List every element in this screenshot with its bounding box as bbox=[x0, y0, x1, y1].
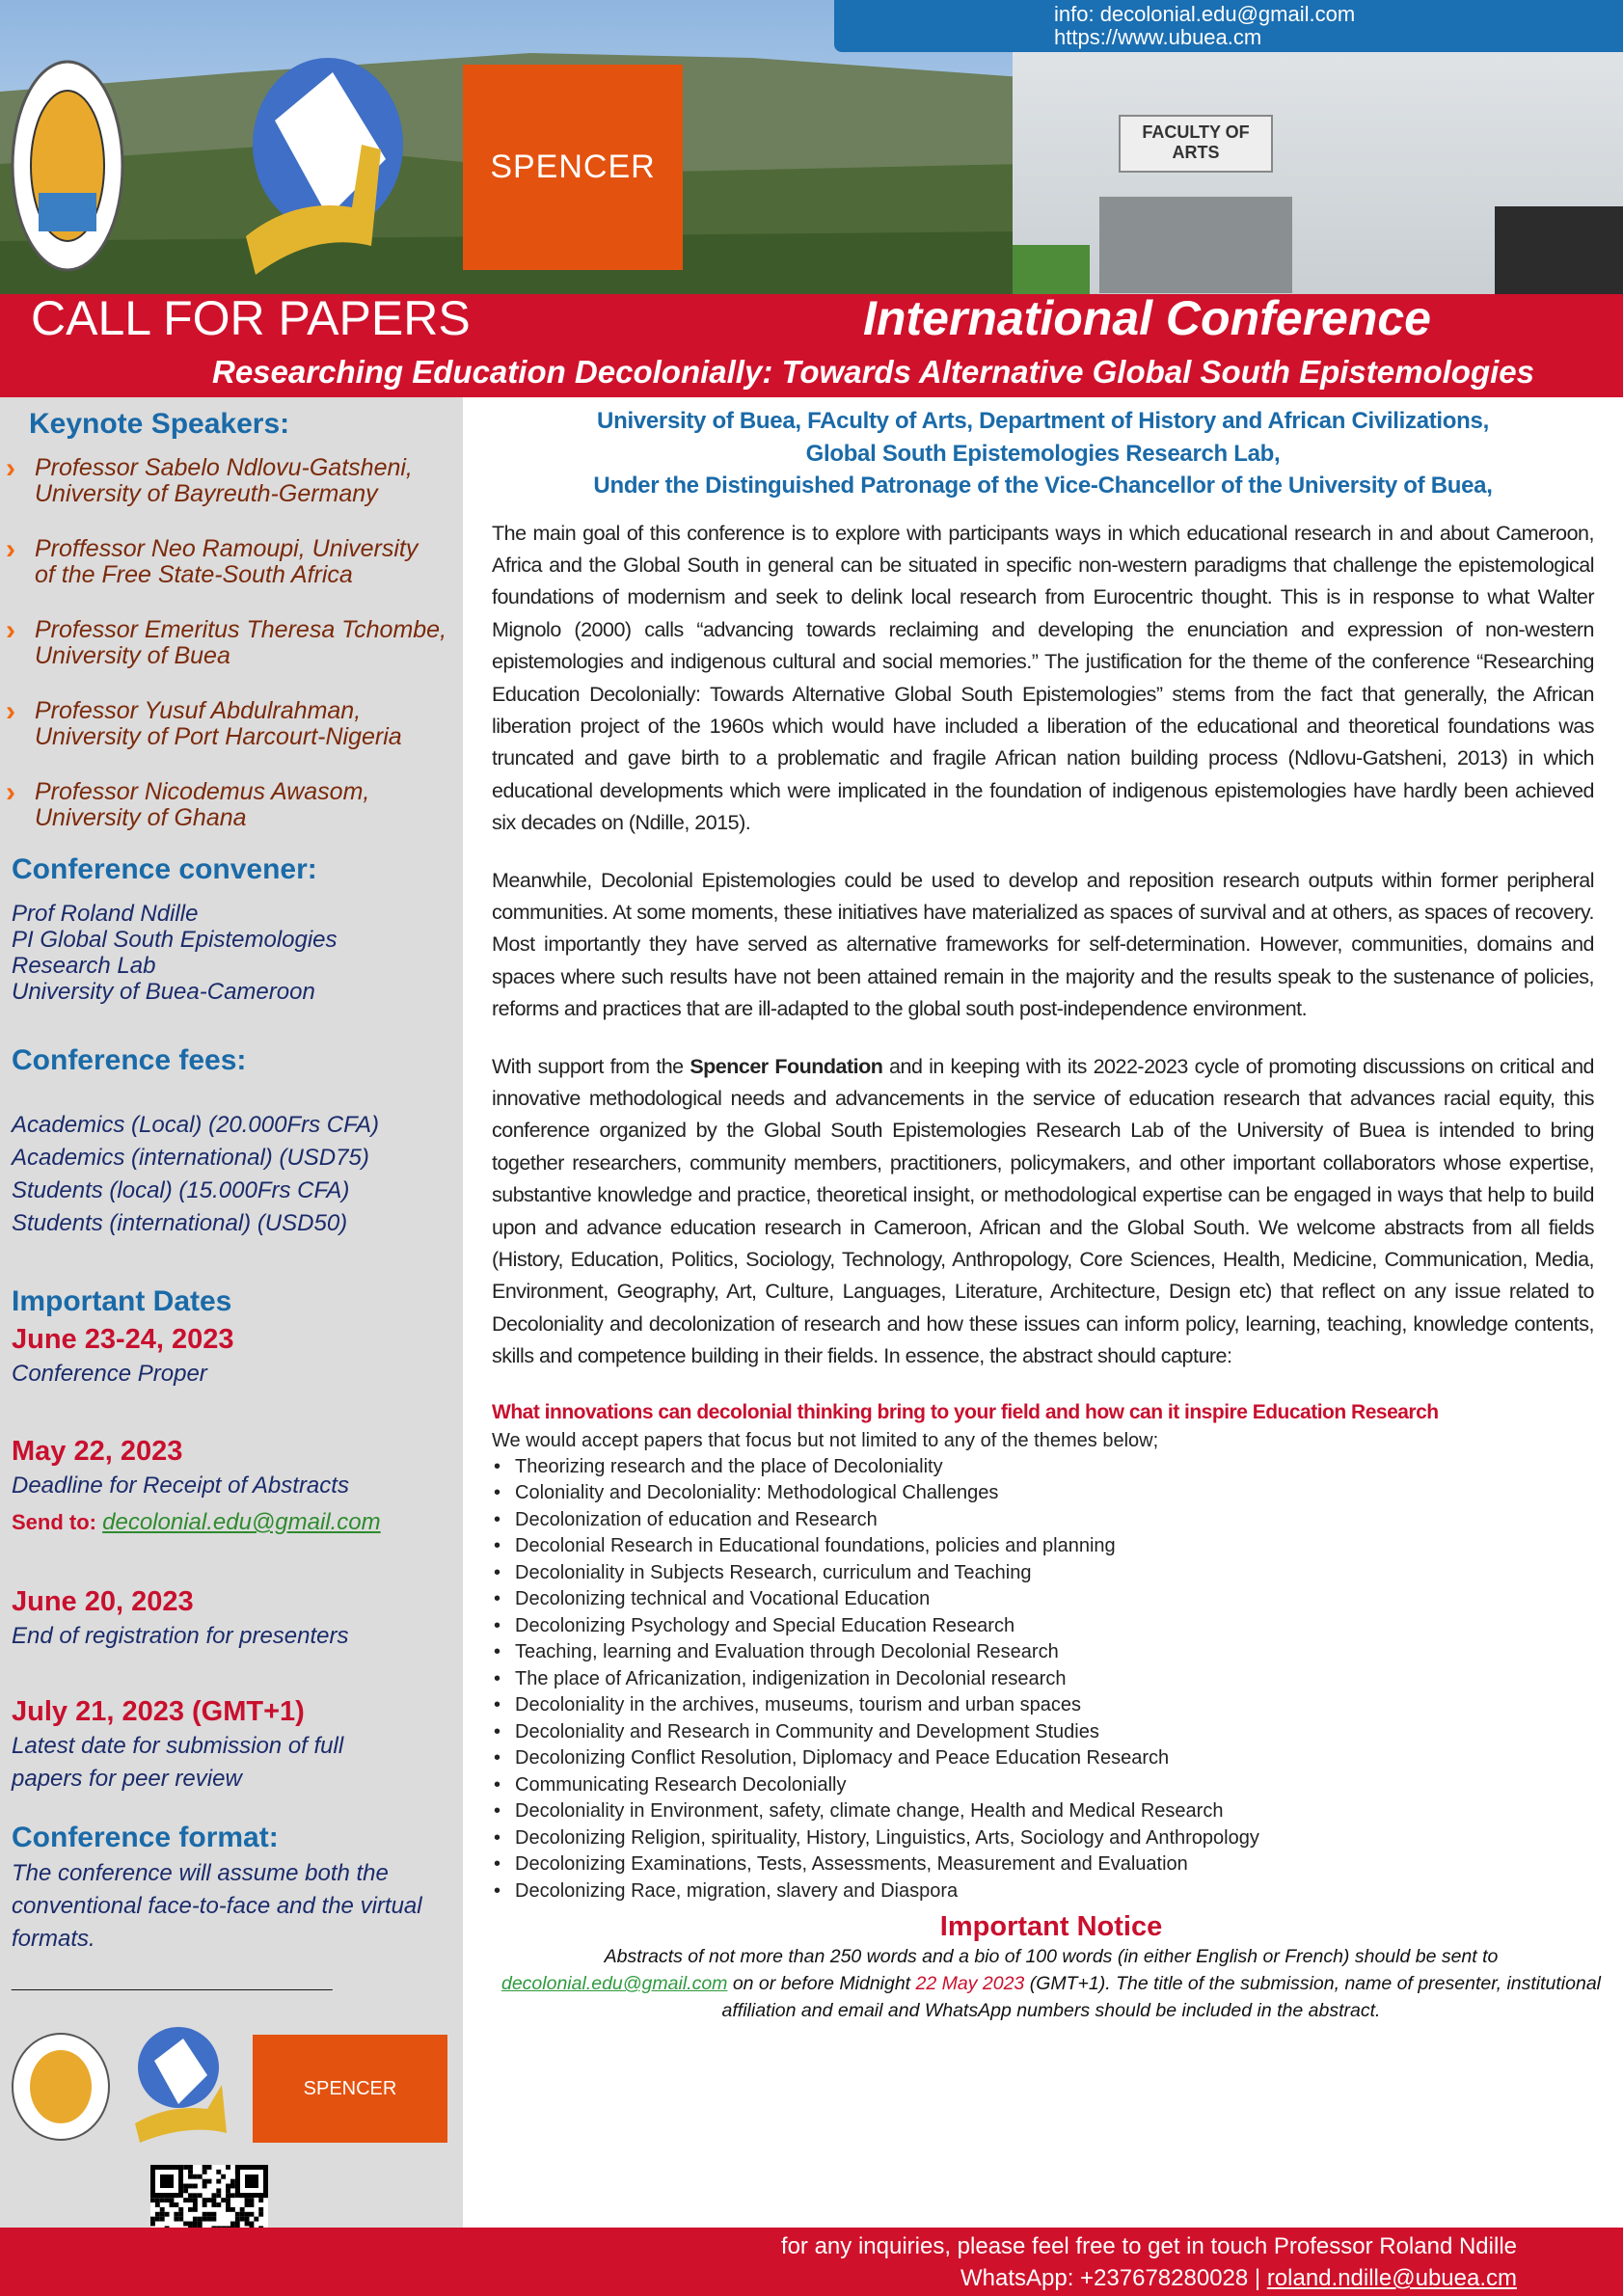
send-to-email-link[interactable]: decolonial.edu@gmail.com bbox=[102, 1509, 381, 1535]
main-content bbox=[492, 405, 1602, 2024]
chevron-right-icon: › bbox=[6, 452, 15, 484]
send-to: Send to: decolonial.edu@gmail.com bbox=[12, 1509, 381, 1535]
speaker-item: › Professor Yusuf Abdulrahman, University of Port Harcourt-Nigeria bbox=[6, 695, 402, 750]
theme-item: • Theorizing research and the place of Decoloniality bbox=[492, 1454, 1594, 1481]
chevron-right-icon: › bbox=[6, 614, 15, 646]
theme-item: • Decolonizing Race, migration, slavery and Diaspora bbox=[492, 1878, 1594, 1905]
chevron-right-icon: › bbox=[6, 776, 15, 808]
theme-item: • The place of Africanization, indigenization in Decolonial research bbox=[492, 1666, 1594, 1693]
divider: _______________________ bbox=[12, 1964, 333, 1993]
format-text: The conference will assume both the conventional face-to-face and the virtual formats. bbox=[12, 1860, 422, 1952]
spencer-logo-small: SPENCER bbox=[253, 2035, 447, 2143]
accept-line: We would accept papers that focus but not limited to any of the themes below; bbox=[492, 1429, 1159, 1451]
date-desc: Deadline for Receipt of Abstracts bbox=[12, 1472, 349, 1499]
theme-item: • Decoloniality and Research in Community and Development Studies bbox=[492, 1719, 1594, 1746]
date-full-papers: July 21, 2023 (GMT+1) bbox=[12, 1696, 305, 1727]
convener-heading: Conference convener: bbox=[12, 853, 317, 885]
notice-email-link[interactable]: decolonial.edu@gmail.com bbox=[500, 1973, 728, 1995]
sidebar bbox=[0, 397, 463, 2228]
paragraph-epistemologies: Meanwhile, Decolonial Epistemologies could be used to develop and reposition research outputs within former peripheral communities. At some moments, these initiatives have materialized as spaces of survival and at others, as spaces of recovery. Most importantly they have served as alternative frameworks for self-determination. However, communities, domains and spaces where such results have not been attained remain in the majority and the results speak to the sustenance of policies, reforms and practices that are ill-adapted to the global south post-independence environment. bbox=[492, 868, 1594, 1021]
speaker-item: › Professor Sabelo Ndlovu-Gatsheni, University of Bayreuth-Germany bbox=[6, 452, 413, 507]
footer-contact: WhatsApp: +237678280028 | roland.ndille@ubuea.cm bbox=[960, 2265, 1517, 2291]
contact-info-bar bbox=[834, 0, 1623, 52]
theme-item: • Decoloniality in the archives, museums, tourism and urban spaces bbox=[492, 1692, 1594, 1719]
theme-item: • Decoloniality in Subjects Research, curriculum and Teaching bbox=[492, 1560, 1594, 1587]
theme-item: • Teaching, learning and Evaluation through Decolonial Research bbox=[492, 1639, 1594, 1666]
convener-details: Prof Roland Ndille PI Global South Epistemologies Research Lab University of Buea-Cameroon bbox=[12, 901, 338, 1005]
format-heading: Conference format: bbox=[12, 1822, 279, 1853]
theme-item: • Decolonizing Religion, spirituality, History, Linguistics, Arts, Sociology and Anthropology bbox=[492, 1825, 1594, 1852]
faculty-of-arts-building-image bbox=[1013, 52, 1623, 294]
footer bbox=[0, 2228, 1623, 2296]
speaker-item: › Proffessor Neo Ramoupi, University of the Free State-South Africa bbox=[6, 533, 419, 588]
theme-item: • Decolonial Research in Educational foundations, policies and planning bbox=[492, 1533, 1594, 1560]
conference-theme: Researching Education Decolonially: Towards Alternative Global South Epistemologies bbox=[212, 354, 1534, 390]
date-desc: Latest date for submission of full papers for peer review bbox=[12, 1733, 344, 1792]
chevron-right-icon: › bbox=[6, 695, 15, 727]
footer-inquiry: for any inquiries, please feel free to get in touch Professor Roland Ndille bbox=[780, 2233, 1517, 2259]
fees-heading: Conference fees: bbox=[12, 1044, 247, 1076]
speaker-item: › Professor Emeritus Theresa Tchombe, University of Buea bbox=[6, 614, 447, 669]
spencer-logo: SPENCER bbox=[463, 65, 683, 270]
info-url[interactable]: https://www.ubuea.cm bbox=[1054, 25, 1262, 49]
footer-email-link[interactable]: roland.ndille@ubuea.cm bbox=[1266, 2265, 1517, 2291]
date-abstracts: May 22, 2023 bbox=[12, 1436, 183, 1467]
organizer-line: University of Buea, FAculty of Arts, Department of History and African Civilizations, bbox=[597, 408, 1489, 434]
paragraph-spencer: With support from the Spencer Foundation and in keeping with its 2022-2023 cycle of promoting discussions on critical and innovative methodological needs and advancements in the service of education research that advances racial equity, this conference organized by the Global South Epistemologies Research Lab of the University of Buea is intended to bring together researchers, community members, practitioners, policymakers, and other important collaborators whose expertise, substantive knowledge and practice, theoretical insight, or methodological expertise can be engaged in ways that help to build upon and advance education research in Cameroon, African and the Global South. We welcome abstracts from all fields (History, Education, Politics, Sociology, Technology, Anthropology, Core Sciences, Health, Medicine, Communication, Media, Environment, Geography, Art, Culture, Languages, Literature, Architecture, Design etc) that reflect on any issue related to Decoloniality and decolonization of research and how these issues can inform policy, learning, teaching, knowledge contents, skills and competence building in their fields. In essence, the abstract should capture: bbox=[492, 1054, 1594, 1368]
theme-item: • Decolonizing Conflict Resolution, Diplomacy and Peace Education Research bbox=[492, 1745, 1594, 1772]
theme-item: • Decoloniality in Environment, safety, climate change, Health and Medical Research bbox=[492, 1798, 1594, 1825]
important-dates-heading: Important Dates bbox=[12, 1285, 232, 1317]
fees-list: Academics (Local) (20.000Frs CFA) Academics (international) (USD75) Students (local) (15.000Frs CFA) Students (international) (USD50) bbox=[12, 1112, 379, 1236]
theme-item: • Coloniality and Decoloniality: Methodological Challenges bbox=[492, 1480, 1594, 1507]
university-of-buea-logo-small bbox=[8, 2032, 114, 2143]
organizer-line: Global South Epistemologies Research Lab, bbox=[805, 440, 1281, 467]
themes-list bbox=[492, 1454, 1594, 1905]
university-of-buea-logo bbox=[10, 58, 125, 275]
conference-type-title: International Conference bbox=[863, 291, 1431, 345]
lab-logo-small bbox=[130, 2027, 241, 2147]
theme-item: • Decolonizing technical and Vocational Education bbox=[492, 1586, 1594, 1613]
call-for-papers-title: CALL FOR PAPERS bbox=[31, 291, 471, 345]
chevron-right-icon: › bbox=[6, 533, 15, 565]
notice-title: Important Notice bbox=[939, 1911, 1163, 1943]
important-notice bbox=[492, 1910, 1610, 2024]
date-registration: June 20, 2023 bbox=[12, 1586, 194, 1617]
theme-item: • Decolonizing Examinations, Tests, Assessments, Measurement and Evaluation bbox=[492, 1851, 1594, 1878]
keynote-speakers-heading: Keynote Speakers: bbox=[29, 408, 290, 440]
speaker-item: › Professor Nicodemus Awasom, University of Ghana bbox=[6, 776, 370, 831]
header-banner bbox=[0, 0, 1623, 294]
organizer-line: Under the Distinguished Patronage of the Vice-Chancellor of the University of Buea, bbox=[593, 473, 1493, 499]
date-desc: End of registration for presenters bbox=[12, 1623, 349, 1649]
notice-text: Abstracts of not more than 250 words and a bio of 100 words (in either English or French) should be sent to decolonial.edu@gmail.com on or before Midnight 22 May 2023 (GMT+1). The title of the submission, name of presenter, institutional affiliation and email and WhatsApp numbers should be included in the abstract. bbox=[500, 1946, 1602, 2022]
paragraph-goal: The main goal of this conference is to explore with participants ways in which educational research in and about Cameroon, Africa and the Global South in general can be situated in specific non-western paradigms that challenge the epistemological foundations of modernism and seek to delink local research from Eurocentric thought. This is in response to what Walter Mignolo (2000) calls “advancing towards reclaiming and developing the enunciation and expression of non-western epistemologies and indigenous cultural and social memories.” The justification for the theme of the conference “Researching Education Decolonially: Towards Alternative Global South Epistemologies” stems from the fact that generally, the African liberation project of the 1960s which would have included a liberation of the educational and theoretical foundations was truncated and gave birth to a problematic and fragile African nation building process (Ndlovu-Gatsheni, 2013) in which educational developments which were implicated in the foundation of indigenous epistemologies have hardly been achieved six decades on (Ndille, 2015). bbox=[492, 521, 1594, 835]
research-question: What innovations can decolonial thinking bring to your field and how can it inspire Education Research bbox=[492, 1400, 1439, 1423]
lab-logo bbox=[236, 53, 410, 280]
building-sign: FACULTY OF ARTS bbox=[1119, 115, 1273, 173]
theme-item: • Decolonization of education and Research bbox=[492, 1507, 1594, 1534]
theme-item: • Decolonizing Psychology and Special Education Research bbox=[492, 1613, 1594, 1640]
theme-item: • Communicating Research Decolonially bbox=[492, 1772, 1594, 1799]
info-email[interactable]: info: decolonial.edu@gmail.com bbox=[1054, 2, 1356, 26]
date-desc: Conference Proper bbox=[12, 1361, 207, 1387]
date-conference: June 23-24, 2023 bbox=[12, 1324, 234, 1355]
